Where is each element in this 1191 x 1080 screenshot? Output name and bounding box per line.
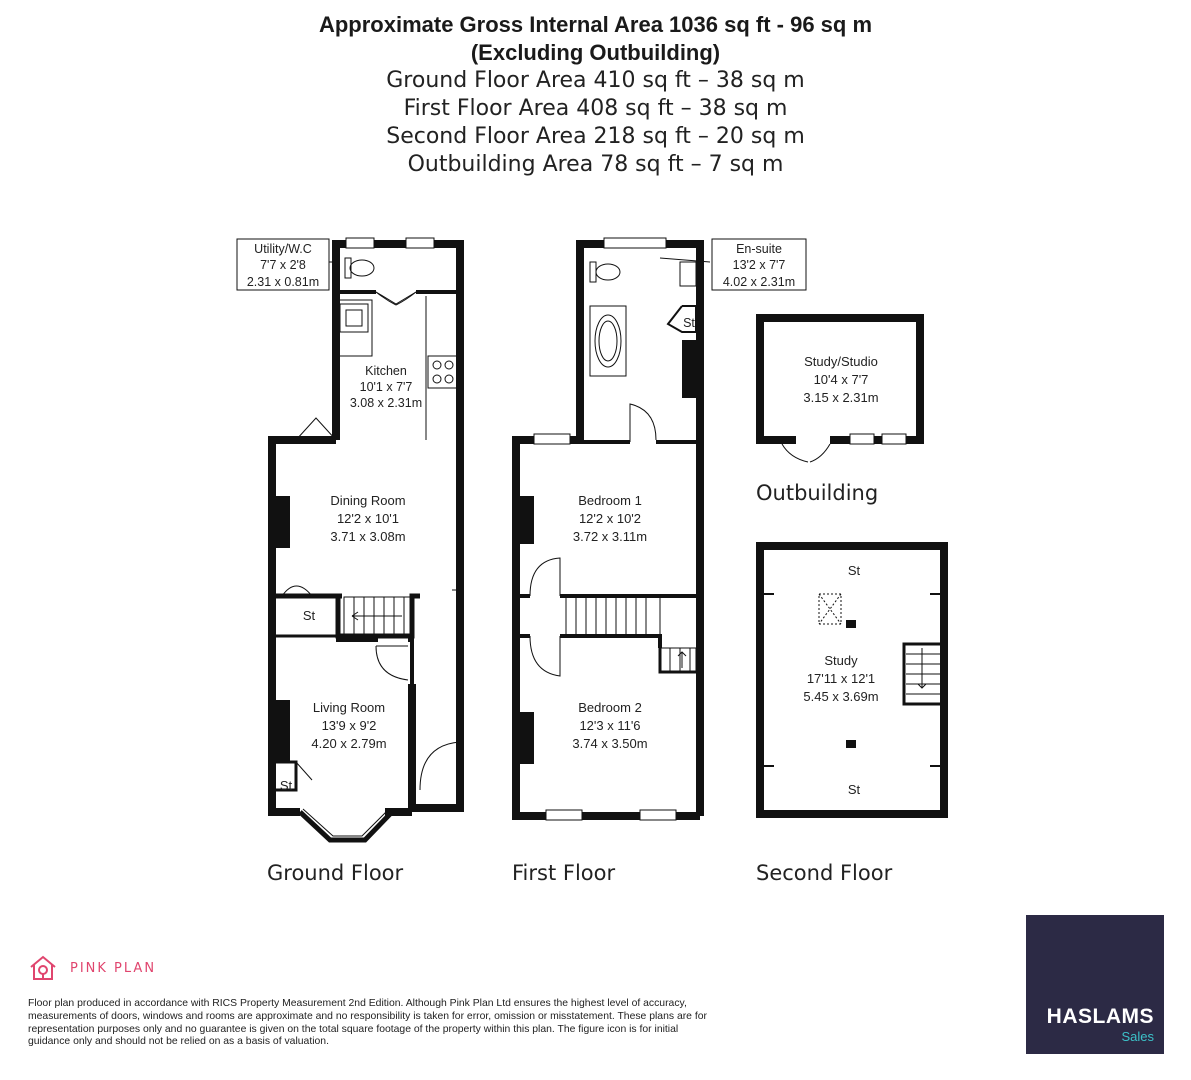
- second-floor-label: Second Floor: [756, 861, 893, 885]
- bedroom2-metric: 3.74 x 3.50m: [572, 736, 648, 751]
- utility-metric: 2.31 x 0.81m: [246, 275, 320, 289]
- pink-plan-brand: [28, 953, 156, 983]
- study-name: Study: [824, 653, 858, 668]
- outbuilding-study-imperial: 10'4 x 7'7: [813, 372, 869, 387]
- bedroom2-imperial: 12'3 x 11'6: [579, 718, 641, 733]
- area-title: Approximate Gross Internal Area 1036 sq ft - 96 sq m: [318, 12, 873, 37]
- bedroom1-name: Bedroom 1: [578, 493, 642, 508]
- kitchen-metric: 3.08 x 2.31m: [349, 396, 423, 410]
- haslams-logo: [1026, 915, 1164, 1054]
- living-metric: 4.20 x 2.79m: [311, 736, 387, 751]
- dining-metric: 3.71 x 3.08m: [330, 529, 406, 544]
- first-floor-area: First Floor Area 408 sq ft – 38 sq m: [403, 96, 788, 121]
- living-name: Living Room: [312, 700, 386, 715]
- second-floor-area: Second Floor Area 218 sq ft – 20 sq m: [386, 124, 805, 149]
- pink-plan-text: PINK PLAN: [70, 960, 157, 976]
- first-floor-label: First Floor: [512, 861, 616, 885]
- kitchen-name: Kitchen: [365, 364, 407, 378]
- pink-plan-logo-icon: [28, 953, 58, 983]
- outbuilding-label: Outbuilding: [756, 481, 879, 505]
- study-imperial: 17'11 x 12'1: [806, 671, 876, 686]
- bedroom2-name: Bedroom 2: [578, 700, 642, 715]
- dining-imperial: 12'2 x 10'1: [336, 511, 400, 526]
- store-label-ground: St: [302, 608, 316, 623]
- disclaimer-text: Floor plan produced in accordance with RICS Property Measurement 2nd Edition. Although Pink Plan Ltd ensures the highest level of accuracy, measurements of doors, windows and rooms are approximate and no responsibility is taken for error, omission or misstatement. These plans are for representation purposes only and no guarantee is given on the total square footage of the property within this plan. The figure icon is for initial guidance only and should not be relied on as a basis of valuation.: [28, 998, 707, 1048]
- agent-name: HASLAMS: [1046, 1005, 1154, 1028]
- ground-floor-area: Ground Floor Area 410 sq ft – 38 sq m: [386, 68, 805, 93]
- area-subtitle: (Excluding Outbuilding): [470, 40, 721, 65]
- outbuilding-study-name: Study/Studio: [804, 354, 878, 369]
- agent-subtitle: Sales: [1121, 1029, 1154, 1044]
- outbuilding-area: Outbuilding Area 78 sq ft – 7 sq m: [407, 152, 784, 177]
- study-metric: 5.45 x 3.69m: [803, 689, 879, 704]
- ensuite-name: En-suite: [736, 242, 782, 256]
- utility-imperial: 7'7 x 2'8: [260, 258, 306, 272]
- bedroom1-metric: 3.72 x 3.11m: [572, 529, 648, 544]
- utility-name: Utility/W.C: [254, 242, 312, 256]
- store-label-second-bottom: St: [847, 782, 861, 797]
- living-imperial: 13'9 x 9'2: [321, 718, 377, 733]
- dining-name: Dining Room: [330, 493, 406, 508]
- bedroom1-imperial: 12'2 x 10'2: [578, 511, 642, 526]
- store-label-second-top: St: [847, 563, 861, 578]
- kitchen-imperial: 10'1 x 7'7: [359, 380, 413, 394]
- store-label-first: St: [683, 316, 695, 330]
- outbuilding-study-metric: 3.15 x 2.31m: [803, 390, 879, 405]
- ensuite-metric: 4.02 x 2.31m: [722, 275, 796, 289]
- store-label-living: St: [279, 778, 293, 793]
- ground-floor-label: Ground Floor: [267, 861, 404, 885]
- ensuite-imperial: 13'2 x 7'7: [732, 258, 786, 272]
